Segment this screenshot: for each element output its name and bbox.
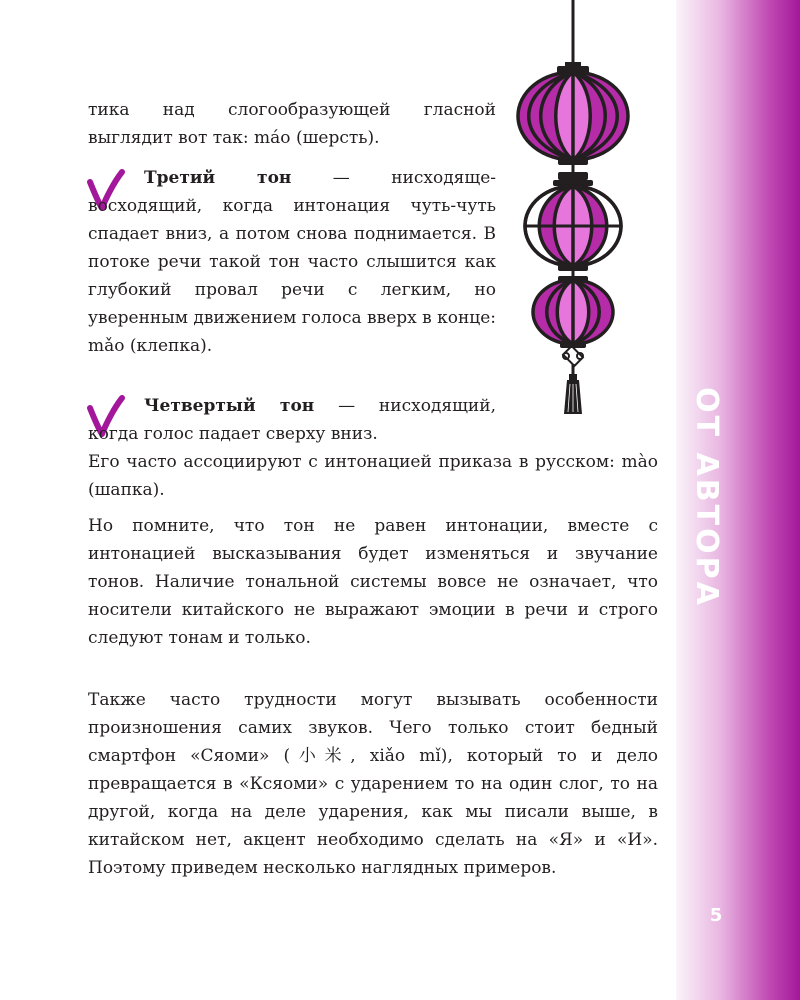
page-number: 5 bbox=[709, 905, 723, 926]
section-label: ОТ АВТОРА bbox=[688, 386, 724, 608]
lantern-illustration bbox=[510, 0, 640, 420]
paragraph-pronunciation: Также часто трудности могут вызывать особенности произношения самих звуков. Чего только стоит бедный смартфон «Сяоми» (小米, xiǎo mǐ), который то и дело превращается в «Ксяоми» с ударением то на один слог, то на другой, когда на деле ударения, как мы писали выше, в китайском нет, акцент необходимо сделать на «Я» и «И». Поэтому приведем несколько наглядных примеров. bbox=[88, 690, 658, 878]
term-fourth-tone: Четвертый тон bbox=[144, 396, 315, 416]
paragraph-tone-vs-intonation: Но помните, что тон не равен интонации, вместе с интонацией высказывания будет изменяться и звучание тонов. Наличие тональной системы вовсе не означает, что носители китайского не выражают эмоции в речи и строго следуют тонам и только. bbox=[88, 516, 658, 648]
term-third-tone: Третий тон bbox=[144, 168, 292, 188]
paragraph-fourth-tone-a bbox=[88, 392, 496, 448]
fourth-tone-text-a: — нисходящий, когда голос падает сверху вниз. bbox=[88, 396, 496, 444]
third-tone-text: — нисходяще-восходящий, когда интонация чуть-чуть спадает вниз, а потом снова поднимается. В потоке речи такой тон часто слышится как глубокий провал речи с легким, но уверенным движением голоса вверх в конце: mǎo (клепка). bbox=[88, 168, 497, 356]
paragraph-fourth-tone-b: Его часто ассоциируют с интонацией приказа в русском: mào (шапка). bbox=[88, 452, 658, 500]
paragraph-third-tone bbox=[88, 164, 496, 360]
paragraph-intro-end: тика над слогообразующей гласной выглядит вот так: máo (шерсть). bbox=[88, 100, 496, 148]
